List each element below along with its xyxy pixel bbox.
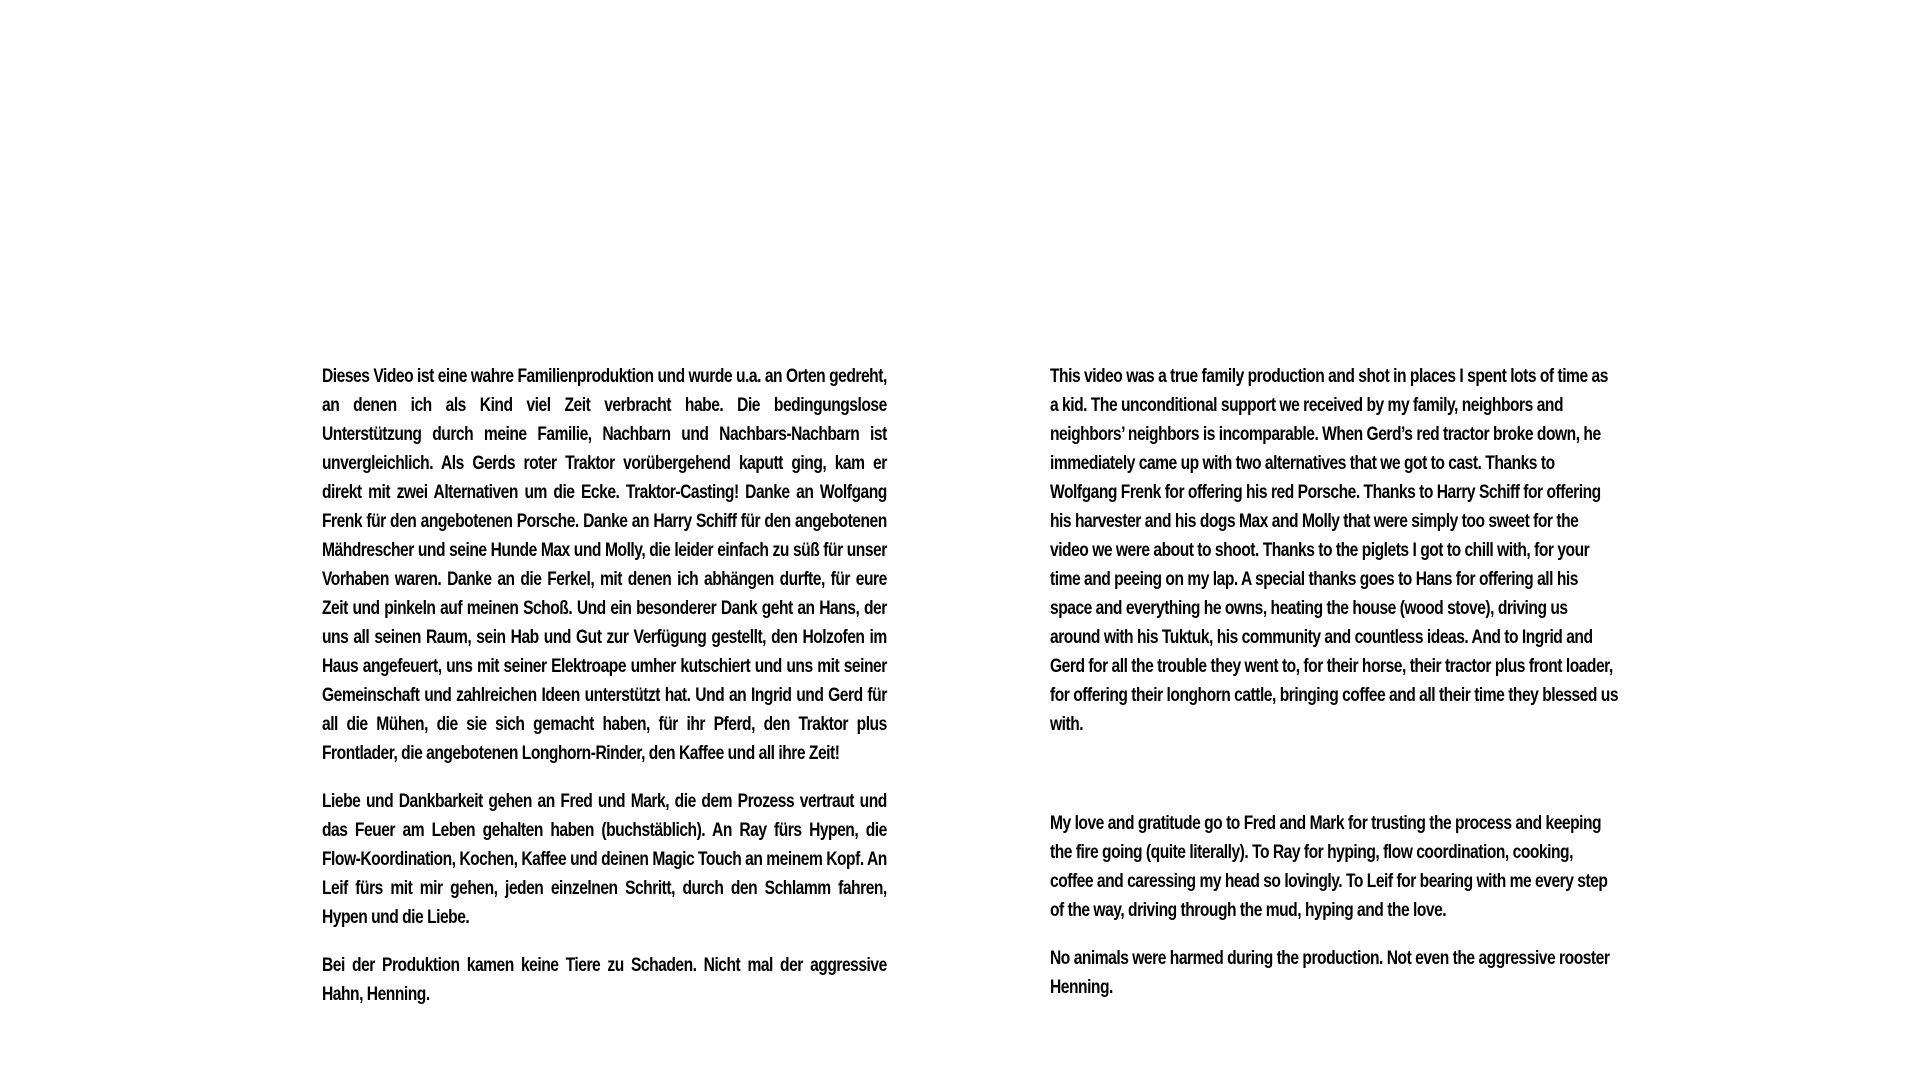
german-credits-column (322, 362, 887, 1009)
german-paragraph-love: Liebe und Dankbarkeit gehen an Fred und Mark, die dem Prozess vertraut und das Feuer am Leben gehalten haben (buchstäblich). An Ray fürs Hypen, die Flow-Koordination, Kochen, Kaffee und deinen Magic Touch an meinem Kopf. An Leif fürs mit mir gehen, jeden einzelnen Schritt, durch den Schlamm fahren, Hypen und die Liebe. (322, 790, 887, 928)
german-paragraph-thanks: Dieses Video ist eine wahre Familienproduktion und wurde u.a. an Orten gedreht, an denen ich als Kind viel Zeit verbracht habe. Die bedingungslose Unterstützung durch meine Familie, Nachbarn und Nachbars-Nachbarn ist unvergleichlich. Als Gerds roter Traktor vorübergehend kaputt ging, kam er direkt mit zwei Alternativen um die Ecke. Traktor-Casting! Danke an Wolfgang Frenk für den angebotenen Porsche. Danke an Harry Schiff für den angebotenen Mähdrescher und seine Hunde Max und Molly, die leider einfach zu süß für unser Vorhaben waren. Danke an die Ferkel, mit denen ich abhängen durfte, für eure Zeit und pinkeln auf meinen Schoß. Und ein besonderer Dank geht an Hans, der uns all seinen Raum, sein Hab und Gut zur Verfügung gestellt, den Holzofen im Haus angefeuert, uns mit seiner Elektroape umher kutschiert und uns mit seiner Gemeinschaft und zahlreichen Ideen unterstützt hat. Und an Ingrid und Gerd für all die Mühen, die sie sich gemacht haben, für ihr Pferd, den Traktor plus Frontlader, die angebotenen Longhorn-Rinder, den Kaffee und all ihre Zeit! (322, 365, 887, 764)
english-paragraph-thanks: This video was a true family production and shot in places I spent lots of time as a kid. The unconditional support we received by my family, neighbors and neighbors’ neighbors is incomparable. When Gerd’s red tractor broke down, he immediately came up with two alternatives that we got to cast. Thanks to Wolfgang Frenk for offering his red Porsche. Thanks to Harry Schiff for offering his harvester and his dogs Max and Molly that were simply too sweet for the video we were about to shoot. Thanks to the piglets I got to chill with, for your time and peeing on my lap. A special thanks goes to Hans for offering all his space and everything he owns, heating the house (wood stove), driving us around with his Tuktuk, his community and countless ideas. And to Ingrid and Gerd for all the trouble they went to, for their horse, their tractor plus front loader, for offering their longhorn cattle, bringing coffee and all their time they blessed us with. (1050, 365, 1619, 735)
english-paragraph-animals: No animals were harmed during the production. Not even the aggressive rooster Henning. (1050, 947, 1610, 998)
english-paragraph-love: My love and gratitude go to Fred and Mark for trusting the process and keeping the fire going (quite literally). To Ray for hyping, flow coordination, cooking, coffee and caressing my head so lovingly. To Leif for bearing with me every step of the way, driving through the mud, hyping and the love. (1050, 812, 1608, 921)
english-credits-column (1050, 362, 1620, 1002)
german-paragraph-animals: Bei der Produktion kamen keine Tiere zu Schaden. Nicht mal der aggressive Hahn, Henning. (322, 954, 887, 1005)
